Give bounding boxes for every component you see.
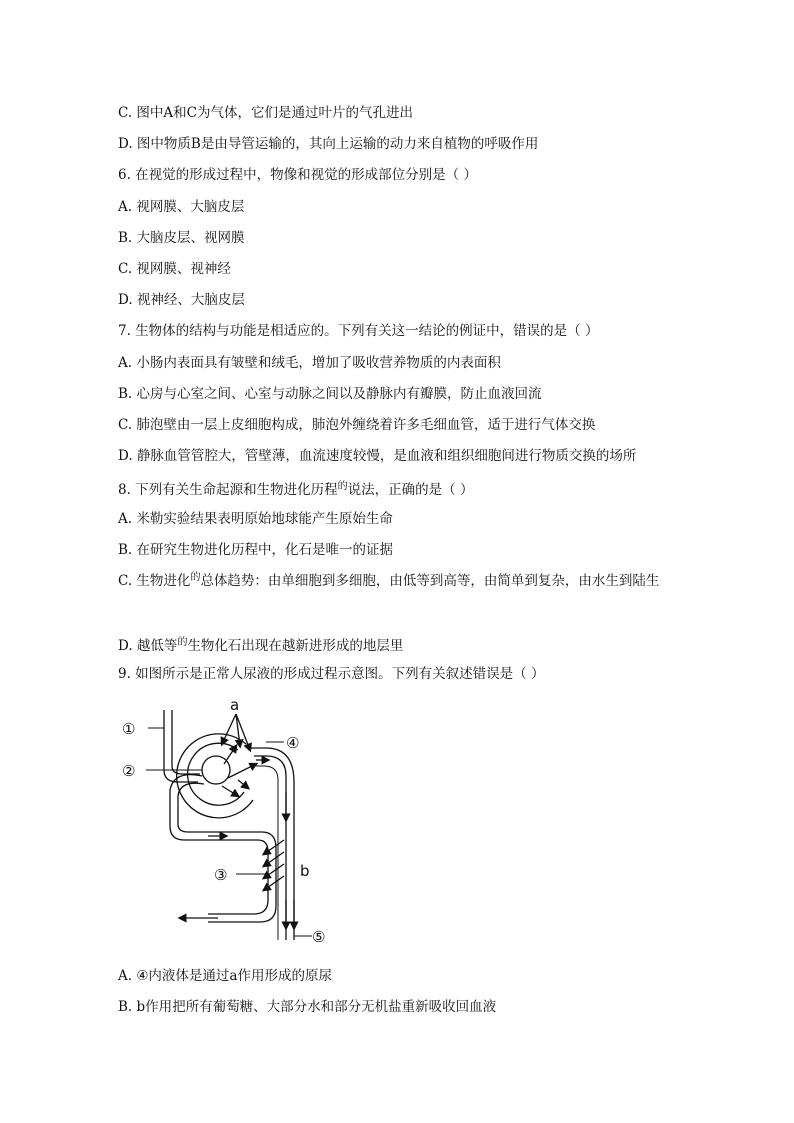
question-8 [118,481,678,501]
label-2: ② [122,762,136,780]
nephron-diagram [118,700,338,952]
collecting-duct [248,748,294,940]
efferent-vessel [170,775,268,914]
afferent-vessel-inner [172,710,200,774]
q8c-b: 总体趋势：由单细胞到多细胞，由低等到高等，由简单到复杂，由水生到陆生 [200,573,660,589]
question-6: 6. 在视觉的形成过程中，物像和视觉的形成部位分别是（ ） [118,167,477,183]
q8-stem-sup: 的 [337,481,348,492]
question-9: 9. 如图所示是正常人尿液的形成过程示意图。下列有关叙述错误是（ ） [118,666,545,682]
option-8a: A. 米勒实验结果表明原始地球能产生原始生命 [118,511,393,527]
q8d-sup: 的 [177,637,188,648]
label-a: a [230,700,240,714]
label-3: ③ [214,866,228,884]
option-7c: C. 肺泡壁由一层上皮细胞构成，肺泡外缠绕着许多毛细血管，适于进行气体交换 [118,417,596,433]
label-4: ④ [286,734,300,752]
option-6b: B. 大脑皮层、视网膜 [118,230,245,246]
q8-stem-b: 说法，正确的是（ ） [347,482,474,498]
afferent-vessel [164,710,198,782]
option-8b: B. 在研究生物进化历程中，化石是唯一的证据 [118,542,394,558]
q8-stem-a: 8. 下列有关生命起源和生物进化历程 [118,482,338,498]
q8c-a: C. 生物进化 [118,573,191,589]
renal-tubule [254,756,286,940]
option-6a: A. 视网膜、大脑皮层 [118,199,245,215]
option-6d: D. 视神经、大脑皮层 [118,292,245,308]
label-b: b [300,862,310,880]
option-7a: A. 小肠内表面具有皱壁和绒毛，增加了吸收营养物质的内表面积 [118,355,501,371]
option-7b: B. 心房与心室之间、心室与动脉之间以及静脉内有瓣膜，防止血液回流 [118,386,542,402]
option-6c: C. 视网膜、视神经 [118,261,231,277]
option-8d [118,637,678,657]
label-5: ⑤ [312,928,326,946]
option-8c [118,567,678,597]
option-9b: B. b作用把所有葡萄糖、大部分水和部分无机盐重新吸收回血液 [118,999,497,1015]
label-1: ① [122,720,136,738]
q8d-a: D. 越低等 [118,638,178,654]
q8d-b: 生物化石出现在越新进形成的地层里 [187,638,404,654]
q8c-sup: 的 [190,572,201,583]
option-7d: D. 静脉血管管腔大，管壁薄，血流速度较慢，是血液和组织细胞间进行物质交换的场所 [118,448,637,464]
line-c5: C. 图中A和C为气体，它们是通过叶片的气孔进出 [118,105,414,121]
question-7: 7. 生物体的结构与功能是相适应的。下列有关这一结论的例证中，错误的是（ ） [118,323,599,339]
line-d5: D. 图中物质B是由导管运输的，其向上运输的动力来自植物的呼吸作用 [118,136,539,152]
option-9a: A. ④内液体是通过a作用形成的原尿 [118,968,332,984]
